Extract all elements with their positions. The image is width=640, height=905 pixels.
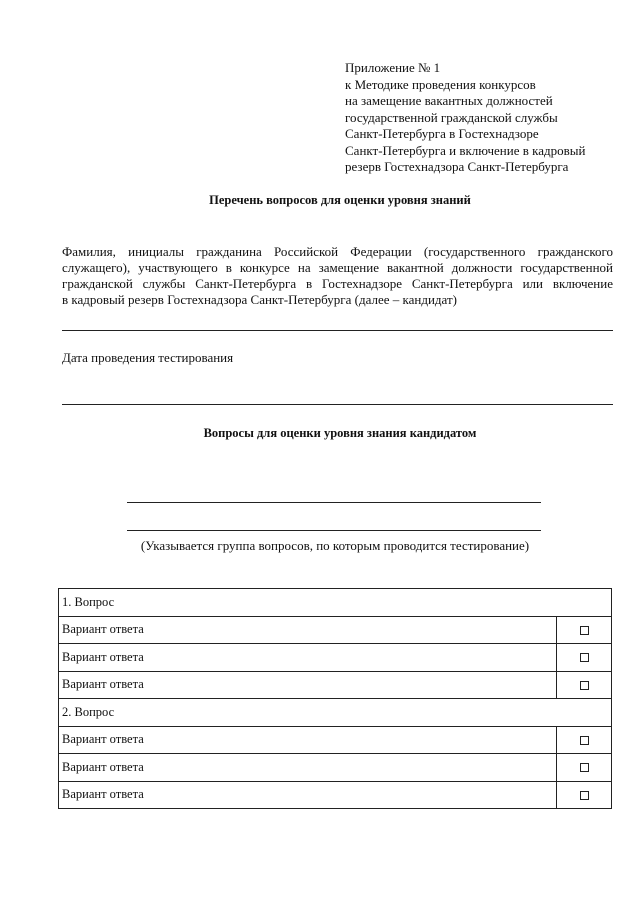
appendix-line: Приложение № 1: [345, 60, 441, 75]
test-date-fill-line[interactable]: [62, 404, 613, 405]
answer-checkbox-cell[interactable]: [557, 644, 612, 672]
appendix-line: резерв Гостехнадзора Санкт-Петербурга: [345, 159, 569, 174]
test-date-label: Дата проведения тестирования: [62, 350, 234, 365]
appendix-line: на замещение вакантных должностей: [345, 93, 553, 108]
answer-label: Вариант ответа: [59, 616, 557, 644]
answer-row: [59, 616, 612, 644]
question-label: 2. Вопрос: [59, 699, 612, 727]
checkbox-icon[interactable]: [580, 736, 589, 745]
question-row: [59, 699, 612, 727]
checkbox-icon[interactable]: [580, 791, 589, 800]
appendix-line: к Методике проведения конкурсов: [345, 76, 536, 92]
answer-row: [59, 754, 612, 782]
answer-label: Вариант ответа: [59, 781, 557, 809]
intro-line: Фамилия, инициалы гражданина Российской Федерации (государственного гражданского: [62, 244, 613, 259]
checkbox-icon[interactable]: [580, 763, 589, 772]
question-group-fill-line-2[interactable]: [127, 530, 541, 531]
checkbox-icon[interactable]: [580, 653, 589, 662]
appendix-line: Санкт-Петербурга и включение в кадровый: [345, 142, 586, 158]
answer-row: [59, 781, 612, 809]
answer-checkbox-cell[interactable]: [557, 726, 612, 754]
intro-line: в кадровый резерв Гостехнадзора Санкт-Петербурга (далее – кандидат): [62, 292, 457, 307]
answer-row: [59, 726, 612, 754]
question-label: 1. Вопрос: [59, 589, 612, 617]
answer-label: Вариант ответа: [59, 754, 557, 782]
questions-list-title: Перечень вопросов для оценки уровня знаний: [209, 193, 471, 207]
answer-row: [59, 644, 612, 672]
quiz-table: [58, 588, 612, 809]
appendix-header: [345, 60, 605, 176]
answer-label: Вариант ответа: [59, 671, 557, 699]
answer-label: Вариант ответа: [59, 726, 557, 754]
candidate-questions-title: Вопросы для оценки уровня знания кандидатом: [203, 426, 477, 440]
intro-line: служащего), участвующего в конкурсе на замещение вакантной должности государственной: [62, 260, 613, 275]
question-group-fill-line-1[interactable]: [127, 502, 541, 503]
appendix-line: Санкт-Петербурга в Гостехнадзоре: [345, 126, 539, 141]
checkbox-icon[interactable]: [580, 681, 589, 690]
answer-label: Вариант ответа: [59, 644, 557, 672]
appendix-line: государственной гражданской службы: [345, 109, 558, 125]
answer-checkbox-cell[interactable]: [557, 781, 612, 809]
checkbox-icon[interactable]: [580, 626, 589, 635]
candidate-intro-text: [62, 244, 613, 308]
question-group-caption: (Указывается группа вопросов, по которым проводится тестирование): [140, 538, 530, 553]
question-row: [59, 589, 612, 617]
candidate-name-fill-line[interactable]: [62, 330, 613, 331]
answer-checkbox-cell[interactable]: [557, 754, 612, 782]
intro-line: гражданской службы Санкт-Петербурга в Гостехнадзоре Санкт-Петербурга или включение: [62, 276, 613, 291]
answer-row: [59, 671, 612, 699]
answer-checkbox-cell[interactable]: [557, 616, 612, 644]
answer-checkbox-cell[interactable]: [557, 671, 612, 699]
